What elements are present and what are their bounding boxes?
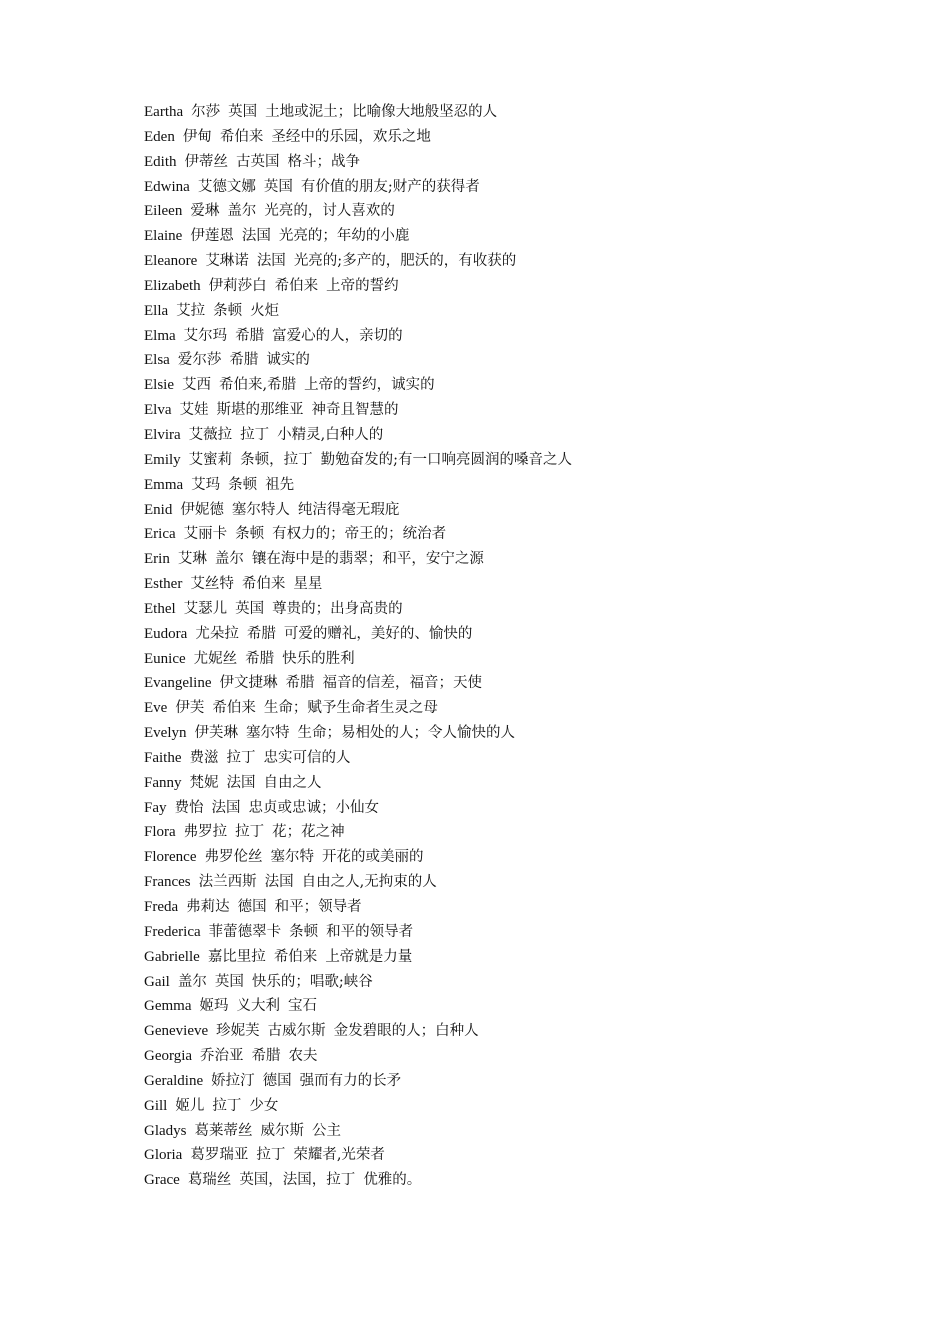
entry-chinese-name: 姬儿	[175, 1097, 205, 1114]
entry-origin: 希腊	[229, 352, 259, 369]
entry-origin: 希伯来	[273, 948, 318, 965]
entry-chinese-name: 珍妮芙	[216, 1023, 260, 1040]
list-item	[144, 1019, 904, 1044]
entry-chinese-name: 葛莱蒂丝	[194, 1122, 253, 1139]
list-item	[144, 1119, 904, 1144]
entry-chinese-name: 伊芙琳	[194, 725, 238, 742]
entry-meaning: 福音的信差，福音；天使	[322, 675, 482, 692]
entry-meaning: 有价值的朋友;财产的获得者	[300, 178, 480, 195]
list-item	[144, 299, 904, 324]
entry-chinese-name: 法兰西斯	[198, 874, 257, 891]
entry-origin: 法国	[264, 874, 294, 891]
list-item	[144, 1069, 904, 1094]
list-item	[144, 398, 904, 423]
entry-chinese-name: 尤妮丝	[193, 650, 238, 667]
entry-chinese-name: 盖尔	[177, 973, 207, 990]
entry-origin: 希伯来	[219, 128, 264, 145]
entry-meaning: 少女	[249, 1097, 279, 1114]
entry-chinese-name: 艾娃	[179, 402, 209, 419]
entry-origin: 英国	[235, 600, 265, 617]
entry-meaning: 和平的领导者	[326, 923, 414, 940]
entry-origin: 希伯来	[212, 700, 256, 717]
entry-chinese-name: 伊芙	[175, 700, 205, 717]
list-item	[144, 994, 904, 1019]
entry-chinese-name: 费怡	[174, 799, 204, 816]
entry-origin: 希腊	[245, 650, 275, 667]
entry-chinese-name: 艾丝特	[190, 576, 234, 593]
list-item	[144, 199, 904, 224]
list-item	[144, 647, 904, 672]
entry-chinese-name: 伊莉莎白	[208, 277, 267, 294]
entry-name: Gloria	[144, 1147, 183, 1164]
entry-name: Eartha	[144, 104, 184, 120]
entry-name: Edith	[144, 153, 177, 170]
entry-origin: 条顿	[228, 476, 258, 493]
entry-chinese-name: 姬玛	[199, 998, 229, 1015]
entry-origin: 塞尔特	[270, 849, 314, 866]
list-item	[144, 1044, 904, 1069]
entry-origin: 盖尔	[214, 551, 244, 568]
entry-chinese-name: 爱琳	[190, 203, 220, 220]
list-item	[144, 423, 904, 448]
list-item	[144, 1094, 904, 1119]
entry-meaning: 公主	[312, 1122, 341, 1139]
entry-name: Elva	[144, 402, 172, 419]
entry-chinese-name: 艾西	[182, 377, 211, 394]
list-item	[144, 547, 904, 572]
entry-origin: 希腊	[235, 327, 265, 344]
entry-origin: 条顿，拉丁	[240, 451, 313, 468]
entry-name: Gail	[144, 973, 170, 990]
entry-meaning: 自由之人,无拘束的人	[301, 874, 437, 891]
entry-name: Freda	[144, 899, 179, 915]
entry-meaning: 勤勉奋发的;有一口响亮圆润的嗓音之人	[320, 451, 573, 468]
entry-meaning: 花；花之神	[272, 824, 345, 841]
entry-name: Elaine	[144, 228, 183, 245]
entry-name: Enid	[144, 501, 173, 518]
entry-chinese-name: 葛瑞丝	[187, 1172, 232, 1189]
list-item	[144, 498, 904, 523]
entry-chinese-name: 艾尔玛	[183, 327, 228, 344]
entry-chinese-name: 艾蜜莉	[188, 451, 233, 468]
entry-name: Gill	[144, 1097, 168, 1114]
list-item	[144, 597, 904, 622]
entry-origin: 塞尔特人	[231, 501, 290, 518]
entry-origin: 威尔斯	[260, 1122, 304, 1139]
entry-origin: 英国，法国，拉丁	[239, 1172, 356, 1189]
entry-meaning: 优雅的。	[363, 1172, 422, 1189]
entry-origin: 拉丁	[240, 426, 270, 443]
entry-name: Eileen	[144, 203, 183, 220]
entry-meaning: 可爱的赠礼，美好的、愉快的	[283, 625, 473, 642]
entry-chinese-name: 艾丽卡	[183, 526, 228, 543]
entry-chinese-name: 爱尔莎	[177, 352, 222, 369]
entry-meaning: 尊贵的；出身高贵的	[272, 600, 403, 617]
entry-origin: 英国	[228, 104, 258, 120]
entry-origin: 拉丁	[212, 1097, 242, 1114]
entry-name: Esther	[144, 576, 183, 593]
entry-origin: 希腊	[251, 1048, 281, 1065]
entry-name: Eleanore	[144, 253, 198, 270]
entry-meaning: 自由之人	[263, 774, 322, 791]
list-item	[144, 348, 904, 373]
list-item	[144, 796, 904, 821]
entry-name: Eden	[144, 128, 175, 145]
entry-name: Elizabeth	[144, 277, 201, 294]
entry-chinese-name: 菲蕾德翠卡	[208, 923, 282, 940]
entry-meaning: 光亮的，讨人喜欢的	[264, 203, 395, 220]
list-item	[144, 572, 904, 597]
entry-name: Edwina	[144, 178, 190, 195]
entry-name: Ella	[144, 302, 169, 319]
entry-meaning: 金发碧眼的人；白种人	[333, 1023, 479, 1040]
entry-origin: 盖尔	[227, 203, 257, 220]
entry-origin: 希伯来	[241, 576, 286, 593]
entry-origin: 希伯来,希腊	[219, 377, 297, 394]
list-item	[144, 1143, 904, 1168]
entry-origin: 法国	[211, 799, 241, 816]
entry-chinese-name: 弗莉达	[186, 899, 230, 915]
entry-name: Erica	[144, 526, 176, 543]
list-item	[144, 125, 904, 150]
entry-meaning: 火炬	[250, 302, 280, 319]
entry-meaning: 生命；赋予生命者生灵之母	[263, 700, 438, 717]
entry-name: Elsie	[144, 377, 174, 394]
entry-origin: 古威尔斯	[267, 1023, 326, 1040]
entry-name: Eve	[144, 700, 168, 717]
list-item	[144, 945, 904, 970]
entry-name: Fanny	[144, 774, 182, 791]
entry-meaning: 荣耀者,光荣者	[293, 1147, 385, 1164]
entry-name: Elma	[144, 327, 176, 344]
entry-chinese-name: 娇拉汀	[211, 1072, 255, 1089]
entry-origin: 条顿	[289, 923, 319, 940]
list-item	[144, 324, 904, 349]
entry-name: Georgia	[144, 1048, 193, 1065]
entry-chinese-name: 艾薇拉	[188, 426, 233, 443]
list-item	[144, 920, 904, 945]
entry-name: Fay	[144, 799, 167, 816]
entry-meaning: 圣经中的乐园，欢乐之地	[271, 128, 431, 145]
entry-meaning: 星星	[293, 576, 323, 593]
entry-origin: 希伯来	[274, 277, 319, 294]
entry-name: Ethel	[144, 600, 176, 617]
entry-origin: 希腊	[285, 675, 315, 692]
entry-origin: 德国	[262, 1072, 292, 1089]
list-item	[144, 224, 904, 249]
list-item	[144, 448, 904, 473]
entry-chinese-name: 艾玛	[191, 476, 221, 493]
entry-meaning: 格斗；战争	[287, 153, 360, 170]
entry-chinese-name: 伊文捷琳	[219, 675, 278, 692]
entry-chinese-name: 葛罗瑞亚	[190, 1147, 249, 1164]
entry-origin: 希腊	[246, 625, 276, 642]
list-item	[144, 175, 904, 200]
entry-origin: 塞尔特	[246, 725, 290, 742]
entry-name: Erin	[144, 551, 170, 568]
list-item	[144, 622, 904, 647]
entry-meaning: 上帝的誓约，诚实的	[304, 377, 435, 394]
entry-chinese-name: 尔莎	[191, 104, 221, 120]
entry-chinese-name: 伊甸	[182, 128, 212, 145]
entry-chinese-name: 艾拉	[176, 302, 206, 319]
entry-meaning: 忠实可信的人	[263, 749, 351, 766]
entry-chinese-name: 嘉比里拉	[207, 948, 266, 965]
entry-origin: 法国	[256, 253, 286, 270]
entry-name: Emily	[144, 451, 181, 468]
entry-meaning: 强而有力的长矛	[299, 1072, 402, 1089]
entry-meaning: 神奇且智慧的	[311, 402, 399, 419]
entry-meaning: 祖先	[265, 476, 295, 493]
entry-meaning: 诚实的	[266, 352, 310, 369]
entry-chinese-name: 尤朵拉	[195, 625, 239, 642]
entry-origin: 拉丁	[226, 749, 256, 766]
list-item	[144, 970, 904, 995]
entry-name: Gabrielle	[144, 948, 200, 965]
entry-meaning: 富爱心的人，亲切的	[272, 327, 403, 344]
entry-chinese-name: 艾琳	[177, 551, 207, 568]
entry-meaning: 小精灵,白种人的	[277, 426, 384, 443]
entry-chinese-name: 伊莲恩	[190, 228, 234, 245]
entry-meaning: 土地或泥土；比喻像大地般坚忍的人	[265, 104, 498, 120]
list-item	[144, 249, 904, 274]
list-item	[144, 870, 904, 895]
entry-meaning: 生命；易相处的人；令人愉快的人	[297, 725, 515, 742]
list-item	[144, 473, 904, 498]
list-item	[144, 820, 904, 845]
name-list	[144, 100, 904, 1193]
entry-chinese-name: 艾瑟儿	[183, 600, 228, 617]
list-item	[144, 150, 904, 175]
entry-meaning: 光亮的；年幼的小鹿	[278, 228, 410, 245]
entry-origin: 英国	[214, 973, 244, 990]
entry-meaning: 农夫	[288, 1048, 318, 1065]
entry-origin: 拉丁	[235, 824, 265, 841]
entry-meaning: 开花的或美丽的	[321, 849, 424, 866]
list-item	[144, 696, 904, 721]
entry-origin: 法国	[226, 774, 256, 791]
entry-name: Gemma	[144, 998, 192, 1015]
entry-name: Elsa	[144, 352, 170, 369]
entry-name: Frances	[144, 874, 191, 891]
list-item	[144, 522, 904, 547]
entry-origin: 德国	[237, 899, 267, 915]
list-item	[144, 845, 904, 870]
entry-name: Emma	[144, 476, 184, 493]
list-item	[144, 100, 904, 125]
entry-meaning: 镶在海中是的翡翠；和平，安宁之源	[251, 551, 484, 568]
entry-name: Frederica	[144, 923, 201, 940]
entry-chinese-name: 伊蒂丝	[184, 153, 228, 170]
entry-name: Geraldine	[144, 1072, 204, 1089]
entry-meaning: 纯洁得毫无瑕庇	[297, 501, 400, 518]
entry-name: Florence	[144, 849, 197, 866]
entry-chinese-name: 弗罗拉	[183, 824, 228, 841]
entry-name: Gladys	[144, 1122, 187, 1139]
list-item	[144, 771, 904, 796]
entry-chinese-name: 伊妮德	[180, 501, 224, 518]
entry-origin: 法国	[241, 228, 271, 245]
entry-origin: 条顿	[213, 302, 243, 319]
entry-meaning: 快乐的；唱歌;峡谷	[251, 973, 373, 990]
entry-name: Genevieve	[144, 1023, 209, 1040]
entry-origin: 义大利	[236, 998, 280, 1015]
entry-chinese-name: 梵妮	[189, 774, 219, 791]
entry-origin: 英国	[263, 178, 293, 195]
entry-chinese-name: 费滋	[189, 749, 219, 766]
list-item	[144, 373, 904, 398]
entry-name: Flora	[144, 824, 176, 841]
entry-chinese-name: 艾德文娜	[197, 178, 256, 195]
entry-name: Elvira	[144, 426, 181, 443]
entry-chinese-name: 艾琳诺	[205, 253, 249, 270]
entry-meaning: 上帝的誓约	[326, 277, 399, 294]
entry-origin: 拉丁	[256, 1147, 286, 1164]
entry-name: Grace	[144, 1172, 180, 1189]
entry-name: Faithe	[144, 749, 182, 766]
entry-name: Evelyn	[144, 725, 187, 742]
entry-meaning: 有权力的；帝王的；统治者	[272, 526, 447, 543]
entry-meaning: 忠贞或忠诚；小仙女	[248, 799, 379, 816]
list-item	[144, 746, 904, 771]
entry-origin: 斯堪的那维亚	[216, 402, 304, 419]
list-item	[144, 1168, 904, 1193]
entry-meaning: 光亮的;多产的，肥沃的，有收获的	[293, 253, 517, 270]
entry-meaning: 快乐的胜利	[282, 650, 355, 667]
list-item	[144, 895, 904, 920]
entry-meaning: 宝石	[287, 998, 317, 1015]
entry-meaning: 和平；领导者	[274, 899, 362, 915]
entry-chinese-name: 弗罗伦丝	[204, 849, 263, 866]
entry-meaning: 上帝就是力量	[325, 948, 413, 965]
list-item	[144, 721, 904, 746]
entry-origin: 古英国	[236, 153, 280, 170]
entry-name: Evangeline	[144, 675, 212, 692]
entry-origin: 条顿	[235, 526, 265, 543]
entry-name: Eudora	[144, 625, 188, 642]
list-item	[144, 274, 904, 299]
list-item	[144, 671, 904, 696]
entry-name: Eunice	[144, 650, 186, 667]
entry-chinese-name: 乔治亚	[200, 1048, 244, 1065]
